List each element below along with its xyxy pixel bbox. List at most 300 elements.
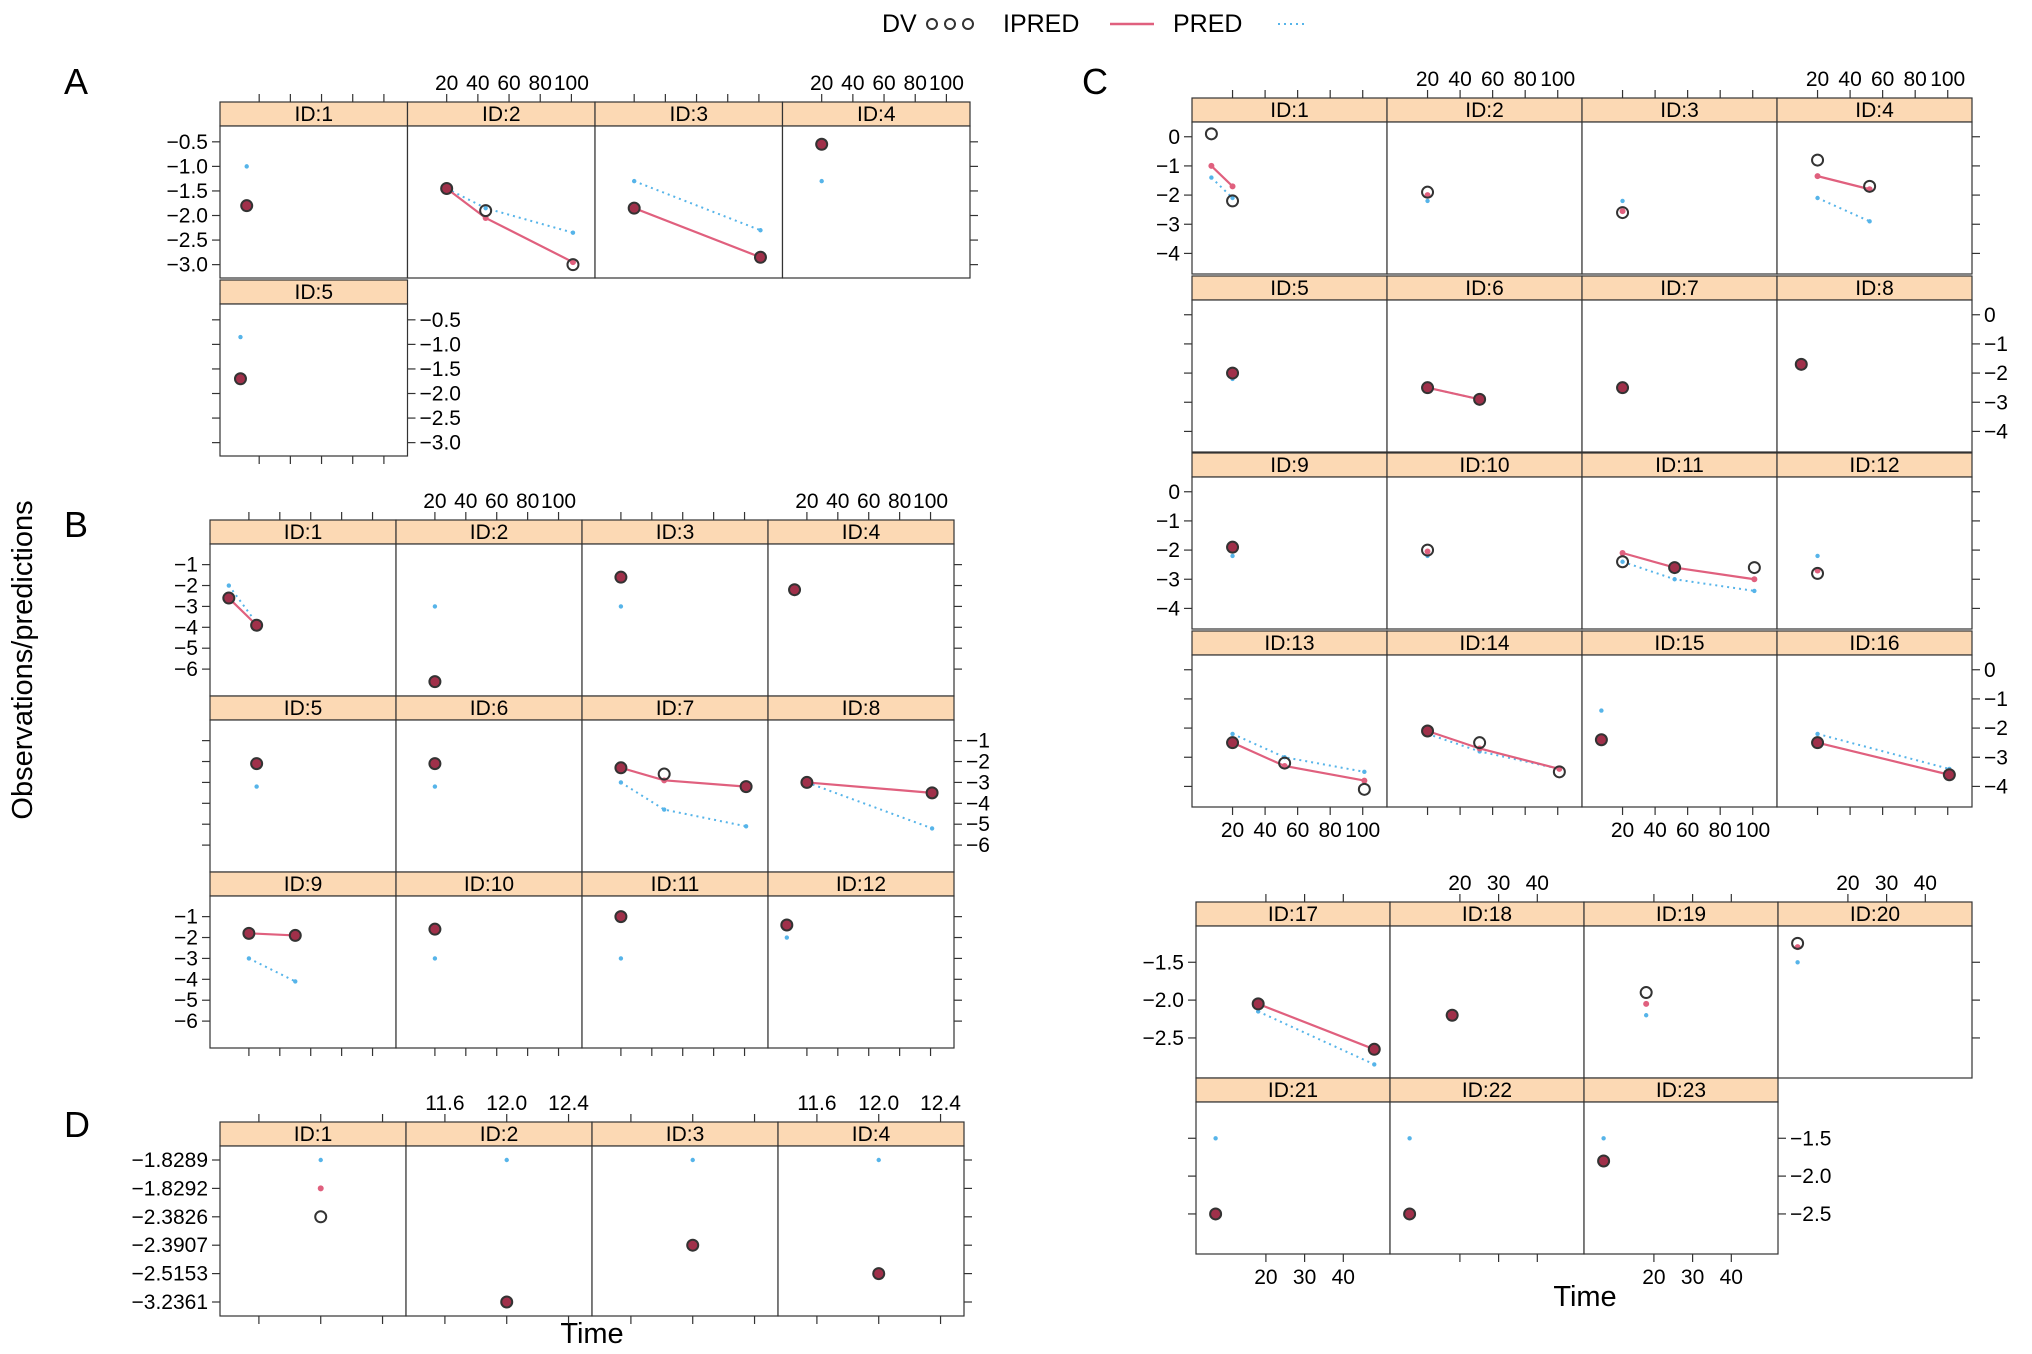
y-tick-label: −2.5 <box>166 229 208 253</box>
x-tick-label: 40 <box>1643 819 1667 842</box>
y-tick-label: −3 <box>1984 391 2008 415</box>
pred-point <box>1867 219 1871 223</box>
x-tick-label: 100 <box>928 72 964 95</box>
panel-c2-id21 <box>1188 1078 1390 1289</box>
panel-c-id8 <box>1777 276 2008 452</box>
y-tick-label: −3 <box>174 947 198 971</box>
y-tick-label: −3 <box>1156 213 1180 237</box>
ipred-point <box>1620 208 1626 214</box>
plot-box <box>1192 300 1387 452</box>
dv-point <box>429 758 440 769</box>
plot-box <box>582 544 768 696</box>
strip-label: ID:13 <box>1264 632 1315 655</box>
plot-box <box>210 720 396 872</box>
plot-box <box>1777 477 1972 629</box>
y-tick-label: −1.0 <box>166 155 208 179</box>
panel-a-id1 <box>167 94 408 278</box>
plot-box <box>592 1146 778 1316</box>
x-tick-label: 20 <box>1642 1266 1666 1289</box>
y-tick-label: −3.2361 <box>131 1291 208 1314</box>
x-tick-label: 20 <box>1254 1266 1278 1289</box>
pred-point <box>662 807 666 811</box>
plot-box <box>1777 122 1972 274</box>
pred-point <box>744 824 748 828</box>
panel-c2-id18 <box>1390 872 1584 1078</box>
plot-box <box>396 720 582 872</box>
panel-c-id5 <box>1184 276 1387 452</box>
strip-label: ID:10 <box>463 873 515 896</box>
x-axis-title-right: Time <box>1553 1281 1617 1313</box>
y-tick-label: −5 <box>174 637 198 661</box>
x-tick-label: 11.6 <box>425 1092 465 1115</box>
dv-point <box>429 676 440 687</box>
x-tick-label: 60 <box>857 490 881 513</box>
strip-label: ID:12 <box>835 873 887 896</box>
strip-label: ID:2 <box>1465 99 1504 122</box>
plot-box <box>1584 926 1778 1078</box>
panel-c2-id19 <box>1584 894 1778 1078</box>
y-tick-label: −5 <box>174 989 198 1013</box>
strip-label: ID:18 <box>1461 903 1513 926</box>
y-tick-label: 0 <box>1168 480 1180 504</box>
strip-label: ID:9 <box>1270 454 1309 477</box>
x-tick-label: 40 <box>841 72 865 95</box>
panel-b-id10 <box>396 872 582 1056</box>
strip-label: ID:4 <box>841 521 881 544</box>
ipred-point <box>1620 550 1626 556</box>
y-tick-label: −0.5 <box>419 308 461 332</box>
dv-point <box>1422 382 1433 393</box>
pred-point <box>632 179 636 183</box>
ipred-point <box>1751 576 1757 582</box>
pred-point <box>227 583 231 587</box>
strip-label: ID:17 <box>1267 903 1319 926</box>
y-tick-label: −3 <box>174 595 198 619</box>
y-tick-label: −2.5 <box>419 407 461 431</box>
pred-point <box>1795 960 1799 964</box>
y-tick-label: −3.0 <box>166 253 208 277</box>
strip-label: ID:2 <box>481 103 521 126</box>
y-tick-label: −3 <box>1984 746 2008 770</box>
plot-box <box>1192 477 1387 629</box>
x-tick-label: 40 <box>1331 1266 1355 1289</box>
legend-dv-circle-3 <box>963 19 973 29</box>
x-tick-label: 11.6 <box>797 1092 837 1115</box>
pred-point <box>1372 1062 1376 1066</box>
x-tick-label: 20 <box>1836 872 1860 895</box>
plot-box <box>1777 300 1972 452</box>
panel-letter-d: D <box>64 1104 90 1145</box>
panel-c-id13 <box>1184 631 1387 842</box>
strip-label: ID:2 <box>469 521 509 544</box>
y-tick-label: −2.3907 <box>131 1234 208 1258</box>
x-tick-label: 30 <box>1874 872 1899 895</box>
plot-box <box>220 1146 406 1316</box>
strip-label: ID:3 <box>669 103 709 126</box>
panel-c2-id17 <box>1143 894 1390 1078</box>
dv-point <box>441 183 452 194</box>
x-tick-label: 80 <box>528 72 552 95</box>
panel-a-id4 <box>783 72 979 278</box>
plot-box <box>1582 122 1777 274</box>
y-tick-label: −1.8289 <box>131 1149 208 1172</box>
legend <box>882 10 1306 38</box>
pred-point <box>433 604 437 608</box>
strip-label: ID:8 <box>1855 277 1894 300</box>
dv-point <box>1796 359 1807 370</box>
pred-point <box>1815 196 1819 200</box>
pred-point <box>1815 732 1819 736</box>
x-tick-label: 20 <box>1805 68 1830 91</box>
strip-label: ID:19 <box>1655 903 1707 926</box>
y-tick-label: −1 <box>1156 154 1180 178</box>
strip-label: ID:1 <box>293 1123 333 1146</box>
dv-point <box>1253 998 1264 1009</box>
x-tick-label: 40 <box>466 72 490 95</box>
panel-c-id6 <box>1387 276 1582 452</box>
panel-letter-a: A <box>64 61 89 102</box>
strip-label: ID:1 <box>1270 99 1309 122</box>
panel-letter-c: C <box>1082 61 1108 102</box>
panel-c-id16 <box>1777 631 2008 815</box>
dv-point <box>223 593 234 604</box>
panel-c-id4 <box>1777 68 1980 274</box>
y-tick-label: −3.0 <box>419 431 461 455</box>
dv-point <box>1944 769 1955 780</box>
pred-point <box>1644 1013 1648 1017</box>
pred-point <box>619 780 623 784</box>
pred-point <box>691 1158 695 1162</box>
panel-c2-id22 <box>1390 1078 1584 1262</box>
y-tick-label: −2 <box>174 926 198 950</box>
y-tick-label: −1 <box>1984 332 2008 356</box>
panel-d-id2 <box>406 1092 592 1324</box>
y-tick-label: −1.5 <box>166 179 208 203</box>
strip-label: ID:11 <box>650 873 700 896</box>
pred-point <box>1209 175 1213 179</box>
panel-letter-b: B <box>64 504 89 545</box>
dv-point <box>927 787 938 798</box>
pred-point <box>319 1158 323 1162</box>
plot-box <box>210 544 396 696</box>
x-tick-label: 60 <box>872 72 896 95</box>
y-tick-label: −4 <box>1984 420 2008 444</box>
plot-box <box>1582 477 1777 629</box>
plot-box <box>1582 655 1777 807</box>
y-tick-label: −2.0 <box>1142 989 1184 1013</box>
pred-point <box>930 826 934 830</box>
pred-point <box>1752 589 1756 593</box>
dv-point <box>1617 382 1628 393</box>
dv-point <box>1422 726 1433 737</box>
dv-point <box>789 584 800 595</box>
y-tick-label: −1.8292 <box>131 1177 208 1201</box>
y-tick-label: −5 <box>966 813 990 837</box>
legend-dv-circle-1 <box>927 19 937 29</box>
y-tick-label: 0 <box>1984 303 1996 327</box>
dv-point <box>1227 368 1238 379</box>
x-tick-label: 60 <box>485 490 509 513</box>
x-axis-title-left: Time <box>560 1318 624 1350</box>
dv-point <box>781 919 792 930</box>
panel-c-id14 <box>1387 631 1582 815</box>
strip-label: ID:14 <box>1459 632 1510 655</box>
plot-box <box>1778 926 1972 1078</box>
panel-c2-id23 <box>1584 1078 1831 1289</box>
dv-point <box>241 200 252 211</box>
y-tick-label: −4 <box>1156 597 1180 621</box>
x-tick-label: 40 <box>1913 872 1937 895</box>
strip-label: ID:11 <box>1655 454 1704 477</box>
dv-point <box>251 620 262 631</box>
plot-box <box>1387 477 1582 629</box>
pred-point <box>571 231 575 235</box>
x-tick-label: 100 <box>541 490 577 513</box>
dv-point <box>1474 394 1485 405</box>
dv-point <box>755 252 766 263</box>
ipred-point <box>1643 1001 1649 1007</box>
x-tick-label: 30 <box>1292 1266 1317 1289</box>
plot-box <box>1196 926 1390 1078</box>
panel-a-id3 <box>595 94 783 278</box>
y-tick-label: −2.0 <box>166 204 208 228</box>
x-tick-label: 100 <box>1930 68 1966 91</box>
legend-dv-circle-2 <box>945 19 955 29</box>
legend-dv-label: DV <box>882 10 917 38</box>
panel-b-id4 <box>768 490 962 696</box>
strip-label: ID:15 <box>1654 632 1705 655</box>
panel-d-id3 <box>592 1114 778 1324</box>
x-tick-label: 40 <box>454 490 478 513</box>
y-tick-label: −2.0 <box>419 382 461 406</box>
ipred-point <box>1208 163 1214 169</box>
panel-b-id1 <box>174 512 396 696</box>
pred-point <box>1425 199 1429 203</box>
ipred-point <box>318 1185 324 1191</box>
y-tick-label: −1 <box>174 553 198 577</box>
dv-point <box>615 911 626 922</box>
panel-b-id8 <box>768 696 990 872</box>
y-tick-label: −1.5 <box>419 357 461 381</box>
pred-point <box>238 335 242 339</box>
strip-label: ID:5 <box>294 281 334 304</box>
x-tick-label: 12.0 <box>486 1092 528 1115</box>
plot-box <box>1192 655 1387 807</box>
x-tick-label: 40 <box>1253 819 1277 842</box>
y-tick-label: −2 <box>1984 362 2008 386</box>
y-tick-label: −1 <box>1984 687 2008 711</box>
y-tick-label: 0 <box>1984 658 1996 682</box>
dv-point <box>615 572 626 583</box>
ipred-point <box>1815 173 1821 179</box>
panel-d-id4 <box>778 1092 972 1324</box>
ipred-point <box>1361 778 1367 784</box>
panel-b-id3 <box>582 512 768 696</box>
pred-point <box>1230 554 1234 558</box>
x-tick-label: 80 <box>903 72 927 95</box>
panel-b-id7 <box>582 696 768 872</box>
panel-b-id2 <box>396 490 582 696</box>
x-tick-label: 60 <box>497 72 521 95</box>
x-tick-label: 20 <box>435 72 459 95</box>
strip-label: ID:8 <box>841 697 881 720</box>
y-tick-label: −4 <box>1984 775 2008 799</box>
x-tick-label: 40 <box>1525 872 1549 895</box>
x-tick-label: 20 <box>1415 68 1440 91</box>
x-tick-label: 80 <box>1318 819 1342 842</box>
plot-box <box>1390 926 1584 1078</box>
panel-c-id7 <box>1582 276 1777 452</box>
plot-box <box>582 896 768 1048</box>
y-tick-label: 0 <box>1168 125 1180 149</box>
x-tick-label: 12.4 <box>920 1092 961 1115</box>
dv-point <box>1404 1208 1415 1219</box>
x-tick-label: 60 <box>1285 819 1310 842</box>
dv-point <box>741 781 752 792</box>
panel-c-id12 <box>1777 453 1980 629</box>
panel-b-id12 <box>768 872 962 1056</box>
ipred-point <box>1425 549 1431 555</box>
panel-c2-id20 <box>1778 872 1980 1078</box>
x-tick-label: 60 <box>1480 68 1505 91</box>
panel-c-id3 <box>1582 90 1777 274</box>
dv-point <box>290 930 301 941</box>
x-tick-label: 20 <box>1610 819 1635 842</box>
dv-point <box>629 203 640 214</box>
x-tick-label: 40 <box>826 490 850 513</box>
x-tick-label: 80 <box>1708 819 1732 842</box>
strip-label: ID:9 <box>283 873 323 896</box>
pred-point <box>293 979 297 983</box>
pred-point <box>1620 199 1624 203</box>
x-tick-label: 80 <box>515 490 540 513</box>
pred-point <box>1601 1136 1605 1140</box>
y-tick-label: −4 <box>966 792 990 816</box>
x-tick-label: 100 <box>913 490 949 513</box>
dv-point <box>1812 737 1823 748</box>
strip-label: ID:1 <box>294 103 334 126</box>
pred-point <box>1213 1136 1217 1140</box>
panel-a-id5 <box>212 280 461 464</box>
dv-point <box>873 1268 884 1279</box>
x-tick-label: 60 <box>1870 68 1895 91</box>
dv-point <box>1669 562 1680 573</box>
y-tick-label: −1 <box>174 905 198 929</box>
ipred-point <box>1230 183 1236 189</box>
strip-label: ID:21 <box>1267 1079 1319 1102</box>
pred-point <box>1672 577 1676 581</box>
plot-box <box>582 720 768 872</box>
panel-b-id9 <box>174 872 396 1056</box>
plot-box <box>783 126 971 278</box>
pred-point <box>247 956 251 960</box>
y-tick-label: −3 <box>966 771 990 795</box>
panel-c-id9 <box>1156 453 1387 629</box>
dv-point <box>615 762 626 773</box>
x-tick-label: 80 <box>1903 68 1927 91</box>
dv-point <box>1447 1010 1458 1021</box>
legend-ipred-label: IPRED <box>1003 10 1080 38</box>
strip-label: ID:4 <box>851 1123 891 1146</box>
plot-box <box>1777 655 1972 807</box>
x-tick-label: 100 <box>553 72 589 95</box>
plot-box <box>210 896 396 1048</box>
strip-label: ID:10 <box>1459 454 1510 477</box>
pred-point <box>1362 770 1366 774</box>
panel-a-id2 <box>408 72 596 278</box>
y-tick-label: −6 <box>174 1010 198 1034</box>
x-tick-label: 20 <box>810 72 834 95</box>
x-tick-label: 40 <box>1719 1266 1743 1289</box>
strip-label: ID:2 <box>479 1123 519 1146</box>
x-tick-label: 60 <box>1675 819 1700 842</box>
plot-box <box>1387 655 1582 807</box>
panel-d-id1 <box>132 1114 407 1324</box>
x-tick-label: 20 <box>1448 872 1472 895</box>
y-axis-title: Observations/predictions <box>7 500 39 820</box>
pred-point <box>245 164 249 168</box>
x-tick-label: 100 <box>1345 819 1381 842</box>
panel-c-id2 <box>1387 68 1582 274</box>
dv-point <box>1227 542 1238 553</box>
plot-box <box>220 304 408 456</box>
pred-point <box>619 604 623 608</box>
dv-point <box>1210 1208 1221 1219</box>
strip-label: ID:3 <box>1660 99 1699 122</box>
dv-point <box>801 777 812 788</box>
pred-point <box>1407 1136 1411 1140</box>
plot-box <box>396 544 582 696</box>
x-tick-label: 30 <box>1486 872 1511 895</box>
y-tick-label: −1.0 <box>419 333 461 357</box>
x-tick-label: 100 <box>1735 819 1771 842</box>
strip-label: ID:5 <box>1270 277 1309 300</box>
strip-label: ID:7 <box>655 697 695 720</box>
dv-point <box>1598 1155 1609 1166</box>
dv-point <box>1369 1044 1380 1055</box>
plot-box <box>1390 1102 1584 1254</box>
strip-label: ID:20 <box>1849 903 1901 926</box>
y-tick-label: −2.0 <box>1790 1165 1832 1189</box>
x-tick-label: 20 <box>423 490 447 513</box>
y-tick-label: −6 <box>966 834 990 858</box>
dv-point <box>816 139 827 150</box>
x-tick-label: 30 <box>1680 1266 1705 1289</box>
x-tick-label: 20 <box>795 490 819 513</box>
panel-c-id11 <box>1582 453 1777 629</box>
y-tick-label: −3 <box>1156 568 1180 592</box>
x-tick-label: 40 <box>1838 68 1862 91</box>
x-tick-label: 20 <box>1220 819 1245 842</box>
pred-point <box>254 784 258 788</box>
dv-point <box>687 1240 698 1251</box>
strip-label: ID:4 <box>1855 99 1894 122</box>
strip-label: ID:16 <box>1849 632 1900 655</box>
x-tick-label: 100 <box>1540 68 1576 91</box>
y-tick-label: −4 <box>174 616 198 640</box>
panel-c-id10 <box>1387 453 1582 629</box>
y-tick-label: −2.5153 <box>131 1262 208 1286</box>
plot-box <box>1387 122 1582 274</box>
pred-point <box>483 206 487 210</box>
strip-label: ID:23 <box>1655 1079 1707 1102</box>
y-tick-label: −1.5 <box>1142 951 1184 975</box>
x-tick-label: 12.0 <box>858 1092 900 1115</box>
pred-point <box>819 179 823 183</box>
dv-point <box>1227 737 1238 748</box>
y-tick-label: −2.3826 <box>131 1205 208 1229</box>
dv-point <box>501 1297 512 1308</box>
